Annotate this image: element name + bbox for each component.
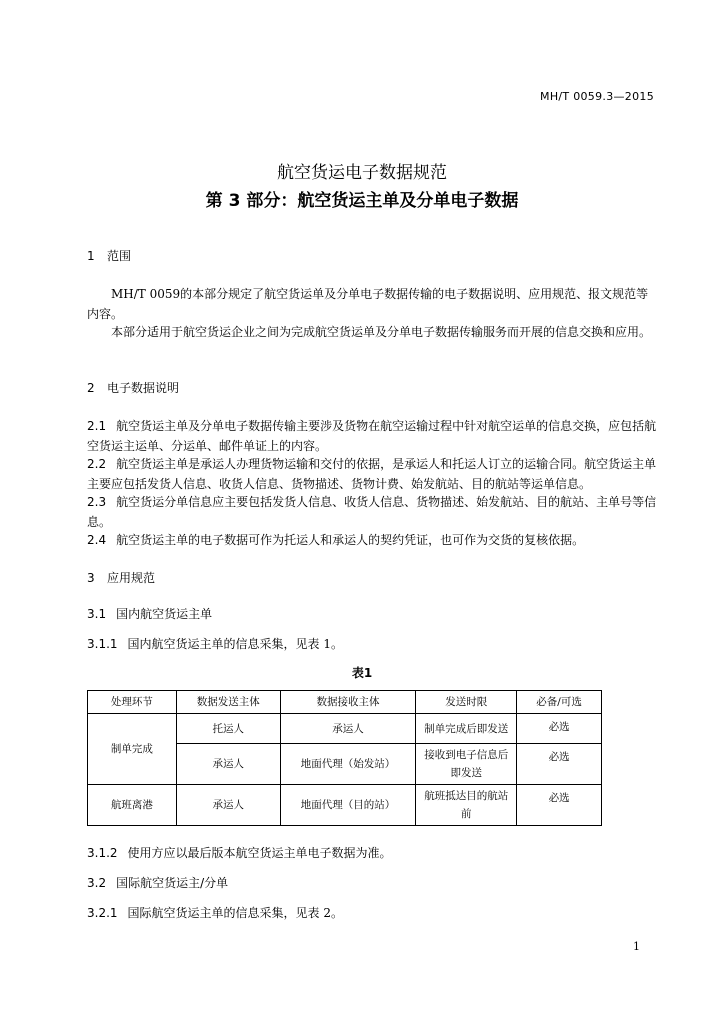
clause-number: 2.4 bbox=[87, 533, 107, 547]
clause-2-1 bbox=[87, 416, 657, 456]
clause-number: 3.1.1 bbox=[87, 637, 118, 651]
clause-3-1-1 bbox=[87, 634, 657, 654]
table-cell-deadline: 航班抵达目的航站前 bbox=[416, 785, 517, 826]
table-row bbox=[88, 785, 602, 826]
table-cell-required: 必选 bbox=[517, 744, 602, 785]
clause-3-2-heading bbox=[87, 873, 657, 893]
table-cell-deadline: 制单完成后即发送 bbox=[416, 714, 517, 744]
clause-2-4 bbox=[87, 530, 657, 550]
clause-text: 国内航空货运主单的信息采集，见表 1。 bbox=[127, 637, 343, 651]
table-header-cell: 处理环节 bbox=[88, 691, 177, 714]
table-header-cell: 发送时限 bbox=[416, 691, 517, 714]
clause-number: 3.1 bbox=[87, 607, 107, 621]
table-cell-deadline: 接收到电子信息后即发送 bbox=[416, 744, 517, 785]
clause-title: 国际航空货运主/分单 bbox=[116, 876, 229, 890]
section-title: 电子数据说明 bbox=[107, 381, 180, 395]
table-header-cell: 数据发送主体 bbox=[176, 691, 280, 714]
table-cell-receiver: 地面代理（目的站） bbox=[280, 785, 416, 826]
table-cell-stage: 航班离港 bbox=[88, 785, 177, 826]
clause-text: 航空货运主单的电子数据可作为托运人和承运人的契约凭证，也可作为交货的复核依据。 bbox=[116, 533, 585, 547]
page-number: 1 bbox=[633, 940, 640, 953]
document-title: 航空货运电子数据规范 bbox=[277, 163, 447, 183]
clause-number: 3.2.1 bbox=[87, 906, 118, 920]
table-cell-required: 必选 bbox=[517, 785, 602, 826]
table-header-cell: 数据接收主体 bbox=[280, 691, 416, 714]
scope-paragraph-1: MH/T 0059的本部分规定了航空货运单及分单电子数据传输的电子数据说明、应用规范、报文规范等内容。 bbox=[87, 287, 649, 321]
clause-text: 航空货运分单信息应主要包括发货人信息、收货人信息、货物描述、始发航站、目的航站、主单号等信息。 bbox=[87, 495, 657, 529]
table-row bbox=[88, 714, 602, 744]
clause-2-2 bbox=[87, 454, 657, 494]
standard-number: MH/T 0059.3—2015 bbox=[540, 90, 654, 103]
clause-3-1-heading bbox=[87, 604, 657, 624]
section-title: 应用规范 bbox=[107, 571, 156, 585]
section-number: 2 bbox=[87, 381, 95, 395]
clause-number: 2.2 bbox=[87, 457, 107, 471]
table-header-row bbox=[88, 691, 602, 714]
clause-text: 国际航空货运主单的信息采集，见表 2。 bbox=[127, 906, 343, 920]
clause-3-1-2 bbox=[87, 843, 657, 863]
table-caption: 表1 bbox=[351, 666, 373, 680]
section-number: 3 bbox=[87, 571, 95, 585]
clause-number: 3.2 bbox=[87, 876, 107, 890]
clause-title: 国内航空货运主单 bbox=[116, 607, 213, 621]
section-number: 1 bbox=[87, 249, 95, 263]
section-2-heading bbox=[87, 378, 657, 398]
clause-number: 2.3 bbox=[87, 495, 107, 509]
document-subtitle: 第 3 部分：航空货运主单及分单电子数据 bbox=[205, 191, 519, 211]
table-cell-sender: 承运人 bbox=[176, 785, 280, 826]
clause-2-3 bbox=[87, 492, 657, 532]
section-1-heading bbox=[87, 246, 657, 266]
table-cell-sender: 托运人 bbox=[176, 714, 280, 744]
table-1 bbox=[87, 690, 602, 826]
clause-text: 航空货运主单及分单电子数据传输主要涉及货物在航空运输过程中针对航空运单的信息交换，应包括航空货运主运单、分运单、邮件单证上的内容。 bbox=[87, 419, 657, 453]
clause-3-2-1 bbox=[87, 903, 657, 923]
clause-text: 航空货运主单是承运人办理货物运输和交付的依据，是承运人和托运人订立的运输合同。航空货运主单主要应包括发货人信息、收货人信息、货物描述、货物计费、始发航站、目的航站等运单信息。 bbox=[87, 457, 657, 491]
clause-number: 2.1 bbox=[87, 419, 107, 433]
table-cell-stage: 制单完成 bbox=[88, 714, 177, 785]
scope-paragraph-2: 本部分适用于航空货运企业之间为完成航空货运单及分单电子数据传输服务而开展的信息交换和应用。 bbox=[111, 325, 652, 339]
clause-number: 3.1.2 bbox=[87, 846, 118, 860]
table-header-cell: 必备/可选 bbox=[517, 691, 602, 714]
table-cell-required: 必选 bbox=[517, 714, 602, 744]
table-cell-receiver: 承运人 bbox=[280, 714, 416, 744]
table-cell-sender: 承运人 bbox=[176, 744, 280, 785]
section-3-heading bbox=[87, 568, 657, 588]
table-cell-receiver: 地面代理（始发站） bbox=[280, 744, 416, 785]
clause-text: 使用方应以最后版本航空货运主单电子数据为准。 bbox=[127, 846, 392, 860]
section-title: 范围 bbox=[107, 249, 132, 263]
